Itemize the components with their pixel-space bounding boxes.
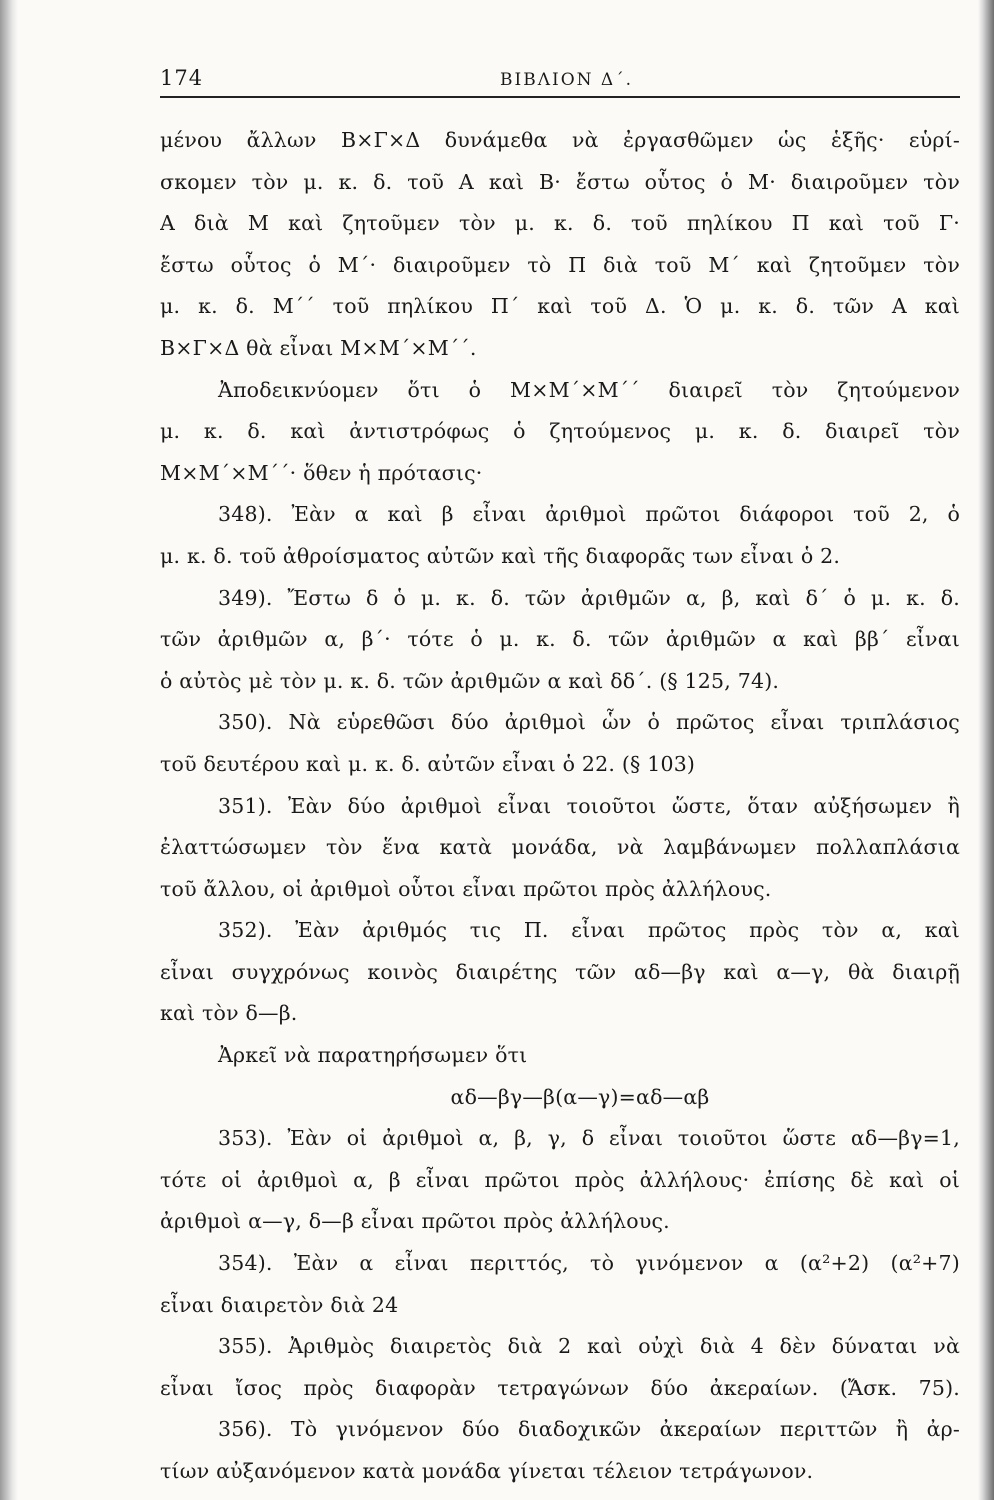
text-line: 349). Ἔστω δ ὁ μ. κ. δ. τῶν ἀριθμῶν α, β, καὶ δ΄ ὁ μ. κ. δ. — [218, 585, 960, 610]
text-line: 350). Νὰ εὑρεθῶσι δύο ἀριθμοὶ ὧν ὁ πρῶτος εἶναι τριπλάσιος — [218, 710, 960, 735]
text-line: καὶ τὸν δ—β. — [160, 1001, 298, 1026]
text-line: ὁ αὐτὸς μὲ τὸν μ. κ. δ. τῶν ἀριθμῶν α καὶ δδ΄. (§ 125, 74). — [160, 668, 780, 693]
text-line: ἀριθμοὶ α—γ, δ—β εἶναι πρῶτοι πρὸς ἀλλήλους. — [160, 1209, 670, 1234]
text-line: εἶναι ἴσος πρὸς διαφορὰν τετραγώνων δύο ἀκεραίων. (Ἄσκ. 75). — [160, 1375, 960, 1400]
text-line: ἔστω οὗτος ὁ Μ΄· διαιροῦμεν τὸ Π διὰ τοῦ Μ΄ καὶ ζητοῦμεν τὸν — [160, 252, 960, 277]
text-line: μένου ἄλλων Β×Γ×Δ δυνάμεθα νὰ ἐργασθῶμεν ὡς ἑξῆς· εὑρί- — [160, 128, 960, 152]
running-title: ΒΙΒΛΙΟΝ Δ΄. — [500, 70, 634, 90]
text-line: Ἀποδεικνύομεν ὅτι ὁ Μ×Μ΄×Μ΄΄ διαιρεῖ τὸν ζητούμενον — [218, 377, 960, 402]
text-line: τότε οἱ ἀριθμοὶ α, β εἶναι πρῶτοι πρὸς ἀλλήλους· ἐπίσης δὲ καὶ οἱ — [160, 1167, 960, 1192]
text-line: Ἀρκεῖ νὰ παρατηρήσωμεν ὅτι — [218, 1043, 528, 1068]
text-line: τῶν ἀριθμῶν α, β΄· τότε ὁ μ. κ. δ. τῶν ἀριθμῶν α καὶ ββ΄ εἶναι — [160, 627, 960, 652]
header-rule — [160, 96, 960, 98]
page-shadow-right — [978, 0, 994, 1500]
text-line: 355). Ἀριθμὸς διαιρετὸς διὰ 2 καὶ οὐχὶ διὰ 4 δὲν δύναται νὰ — [218, 1334, 960, 1359]
text-line: 354). Ἐὰν α εἶναι περιττός, τὸ γινόμενον α (α²+2) (α²+7) — [218, 1251, 960, 1276]
text-line: μ. κ. δ. τοῦ ἀθροίσματος αὐτῶν καὶ τῆς διαφορᾶς των εἶναι ὁ 2. — [160, 543, 841, 568]
text-line: 352). Ἐὰν ἀριθμός τις Π. εἶναι πρῶτος πρὸς τὸν α, καὶ — [218, 918, 960, 943]
text-line: τίων αὐξανόμενον κατὰ μονάδα γίνεται τέλειον τετράγωνον. — [160, 1459, 814, 1483]
text-line: μ. κ. δ. Μ΄΄ τοῦ πηλίκου Π΄ καὶ τοῦ Δ. Ὁ μ. κ. δ. τῶν Α καὶ — [160, 294, 960, 319]
text-line: μ. κ. δ. καὶ ἀντιστρόφως ὁ ζητούμενος μ. κ. δ. διαιρεῖ τὸν — [160, 419, 960, 444]
body-text — [160, 120, 960, 1493]
text-line: 348). Ἐὰν α καὶ β εἶναι ἀριθμοὶ πρῶτοι διάφοροι τοῦ 2, ὁ — [218, 502, 960, 527]
text-line: 351). Ἐὰν δύο ἀριθμοὶ εἶναι τοιοῦτοι ὥστε, ὅταν αὐξήσωμεν ἢ — [218, 793, 960, 818]
page-number: 174 — [160, 66, 204, 90]
text-line: 353). Ἐὰν οἱ ἀριθμοὶ α, β, γ, δ εἶναι τοιοῦτοι ὥστε αδ—βγ=1, — [218, 1126, 960, 1151]
equation-line: αδ—βγ—β(α—γ)=αδ—αβ — [450, 1084, 710, 1109]
text-line: εἶναι συγχρόνως κοινὸς διαιρέτης τῶν αδ—βγ καὶ α—γ, θὰ διαιρῇ — [160, 959, 960, 984]
text-line: 356). Τὸ γινόμενον δύο διαδοχικῶν ἀκεραίων περιττῶν ἢ ἀρ- — [218, 1417, 960, 1442]
text-line: Β×Γ×Δ θὰ εἶναι Μ×Μ΄×Μ΄΄. — [160, 335, 477, 360]
text-line: σκομεν τὸν μ. κ. δ. τοῦ Α καὶ Β· ἔστω οὗτος ὁ Μ· διαιροῦμεν τὸν — [160, 169, 960, 194]
text-line: εἶναι διαιρετὸν διὰ 24 — [160, 1292, 399, 1317]
text-line: Μ×Μ΄×Μ΄΄· ὅθεν ἡ πρότασις· — [160, 460, 483, 485]
text-line: ἐλαττώσωμεν τὸν ἕνα κατὰ μονάδα, νὰ λαμβάνωμεν πολλαπλάσια — [160, 835, 960, 860]
page-shadow-left — [0, 0, 18, 1500]
page-header — [160, 66, 960, 100]
text-line: τοῦ ἄλλου, οἱ ἀριθμοὶ οὗτοι εἶναι πρῶτοι πρὸς ἀλλήλους. — [160, 876, 772, 901]
text-line: Α διὰ Μ καὶ ζητοῦμεν τὸν μ. κ. δ. τοῦ πηλίκου Π καὶ τοῦ Γ· — [160, 211, 960, 236]
text-line: τοῦ δευτέρου καὶ μ. κ. δ. αὐτῶν εἶναι ὁ 22. (§ 103) — [160, 751, 696, 776]
